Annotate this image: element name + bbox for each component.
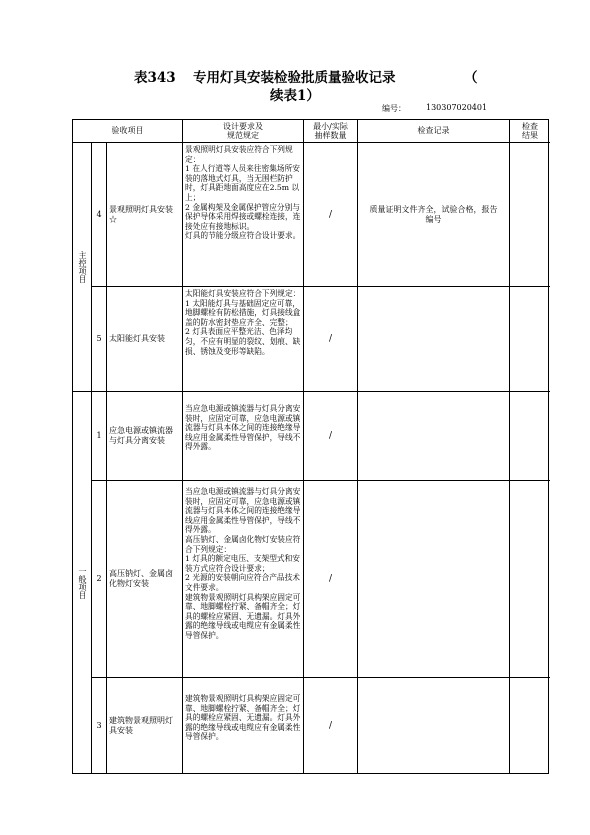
- design-requirement: 当应急电源或镇流器与灯具分离安装时，应固定可靠，应急电源或镇流器与灯具本体之间的连接绝缘导线应用金属柔性导管保护，导线不得外露。 高压钠灯、金属卤化物灯安装应符合下列规定： 1 灯具的额定电压、支架型式和安装方式应符合设计要求； 2 光源的安装朝向应符合产品技术文件要求。 建筑物景观照明灯具构架应固定可靠、地脚螺栓拧紧、备帽齐全；灯具的螺栓应紧固、无遗漏。灯具外露的绝缘导线或电缆应有金属柔性导管保护。: [185, 487, 301, 640]
- group-general: 一般项目: [78, 567, 87, 599]
- design-requirement: 当应急电源或镇流器与灯具分离安装时，应固定可靠，应急电源或镇流器与灯具本体之间的连接绝缘导线应用金属柔性导管保护，导线不得外露。: [185, 404, 301, 452]
- title-continuation: 续表1）: [270, 88, 320, 104]
- inspection-table: [72, 119, 549, 774]
- sample-count: /: [328, 574, 333, 584]
- code-label: 编号：: [382, 104, 406, 113]
- sample-count: /: [328, 721, 333, 731]
- inspection-record: [358, 287, 509, 391]
- code-value: 130307020401: [426, 103, 488, 112]
- design-requirement: 建筑物景观照明灯具构架应固定可靠、地脚螺栓拧紧、备帽齐全；灯具的螺栓应紧固、无遗漏。灯具外露的绝缘导线或电缆应有金属柔性导管保护。: [185, 694, 301, 742]
- header-item: 验收项目: [111, 126, 144, 135]
- header-sample: 最小/实际 抽样数量: [313, 122, 348, 140]
- table-title: 专用灯具安装检验批质量验收记录: [193, 70, 396, 86]
- title-open-paren: （: [464, 70, 478, 86]
- row-number: 1: [96, 431, 102, 440]
- inspection-record: [358, 481, 509, 677]
- inspection-record: [358, 392, 509, 480]
- item-name: 太阳能灯具安装: [109, 334, 165, 343]
- inspection-record: 质量证明文件齐全，试验合格，报告编号: [369, 204, 498, 224]
- sample-count: /: [328, 334, 333, 344]
- header-record: 检查记录: [417, 126, 450, 135]
- group-main-control: 主控项目: [78, 251, 87, 283]
- sample-count: /: [328, 209, 333, 220]
- item-name: 景观照明灯具安装☆: [109, 204, 173, 224]
- row-number: 2: [96, 574, 102, 583]
- inspection-record: [358, 678, 509, 774]
- row-number: 4: [96, 209, 102, 219]
- design-requirement: 太阳能灯具安装应符合下列规定： 1 太阳能灯具与基础固定应可靠，地脚螺栓有防松措施，灯具接线盒盖的防水密封垫应齐全、完整； 2 灯具表面应平整光洁、色泽均匀，不应有明显的裂纹、划痕、缺损、锈蚀及变形等缺陷。: [185, 289, 301, 356]
- item-name: 高压钠灯、金属卤化物灯安装: [109, 569, 173, 588]
- row-number: 3: [96, 721, 102, 730]
- col-divider: [509, 120, 510, 774]
- item-name: 建筑物景观照明灯具安装: [109, 716, 173, 735]
- table-number: 表343: [134, 70, 176, 86]
- row-number: 5: [96, 334, 102, 343]
- item-name: 应急电源或镇流器与灯具分离安装: [109, 426, 173, 445]
- header-design: 设计要求及 规范规定: [223, 122, 263, 140]
- design-requirement: 景观照明灯具安装应符合下列规定： 1 在人行道等人员来往密集场所安装的落地式灯具，当无围栏防护时，灯具距地面高度应在2.5m 以上； 2 金属构架及金属保护管应分别与保护导体采用焊接或螺栓连接，连接处应有接地标识。 灯具的节能分级应符合设计要求。: [185, 145, 301, 241]
- header-result: 检查 结果: [522, 122, 538, 140]
- sample-count: /: [328, 431, 333, 441]
